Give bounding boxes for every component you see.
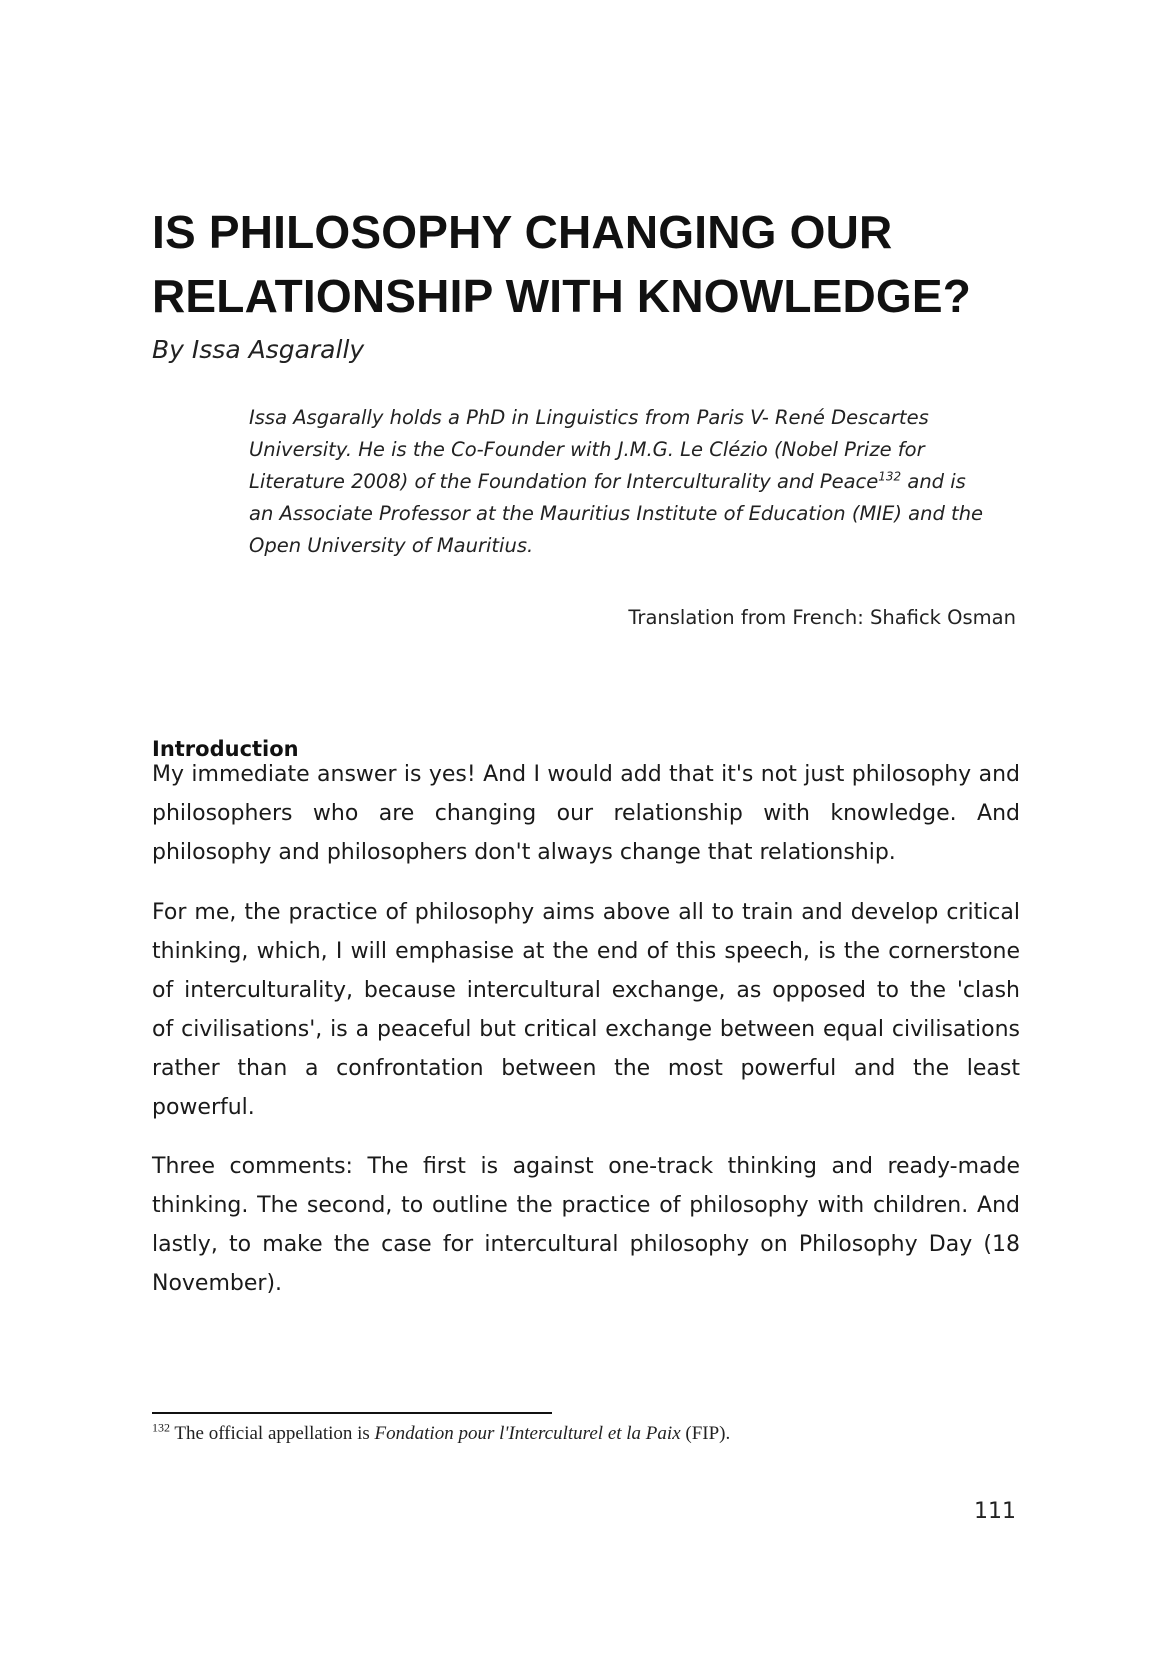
paragraph-line: My immediate answer is yes! And I would add that it's not just philosophy and <box>152 762 1020 787</box>
article-title <box>152 200 1052 328</box>
author-bio-line: an Associate Professor at the Mauritius Institute of Education (MIE) and the <box>249 502 984 525</box>
paragraph-line: philosophy and philosophers don't always change that relationship. <box>152 840 896 865</box>
footnote <box>152 1420 730 1448</box>
author-bio-text: and is <box>901 470 966 493</box>
author-bio-line: Open University of Mauritius. <box>249 534 534 557</box>
paragraph-line: November). <box>152 1271 283 1296</box>
paragraph-line: thinking, which, I will emphasise at the end of this speech, is the cornerstone <box>152 939 1020 964</box>
author-bio-text: Literature 2008) of the Foundation for Interculturality and Peace <box>249 470 879 493</box>
paragraph-2 <box>152 893 1020 1127</box>
paragraph-line: For me, the practice of philosophy aims above all to train and develop critical <box>152 900 1020 925</box>
page-number: 111 <box>974 1499 1016 1524</box>
paragraph-line: philosophers who are changing our relationship with knowledge. And <box>152 801 1020 826</box>
footnote-italic-text: Fondation pour l'Interculturel et la Paix <box>374 1423 681 1444</box>
article-title-line-1: IS PHILOSOPHY CHANGING OUR <box>152 206 893 258</box>
author-bio <box>249 402 1025 562</box>
footnote-text: The official appellation is <box>170 1423 375 1444</box>
paragraph-line: rather than a confrontation between the most powerful and the least <box>152 1056 1020 1081</box>
paragraph-line: thinking. The second, to outline the practice of philosophy with children. And <box>152 1193 1020 1218</box>
author-bio-line: Issa Asgarally holds a PhD in Linguistics from Paris V- René Descartes <box>249 406 929 429</box>
translation-credit: Translation from French: Shafick Osman <box>628 606 1016 629</box>
footnote-divider <box>152 1412 552 1414</box>
paragraph-line: Three comments: The first is against one-track thinking and ready-made <box>152 1154 1020 1179</box>
paragraph-line: lastly, to make the case for intercultural philosophy on Philosophy Day (18 <box>152 1232 1020 1257</box>
author-byline: By Issa Asgarally <box>152 335 365 364</box>
footnote-reference[interactable]: 132 <box>878 469 902 484</box>
paragraph-3 <box>152 1147 1020 1303</box>
paragraph-line: powerful. <box>152 1095 255 1120</box>
paragraph-line: of interculturality, because intercultural exchange, as opposed to the 'clash <box>152 978 1020 1003</box>
author-bio-line <box>249 466 1025 498</box>
section-heading: Introduction <box>152 737 299 761</box>
article-title-line-2: RELATIONSHIP WITH KNOWLEDGE? <box>152 270 972 322</box>
footnote-text: (FIP). <box>680 1423 731 1444</box>
footnote-number: 132 <box>152 1420 170 1435</box>
paragraph-line: of civilisations', is a peaceful but critical exchange between equal civilisations <box>152 1017 1020 1042</box>
author-bio-line: University. He is the Co-Founder with J.M.G. Le Clézio (Nobel Prize for <box>249 438 925 461</box>
paragraph-1 <box>152 755 1020 872</box>
